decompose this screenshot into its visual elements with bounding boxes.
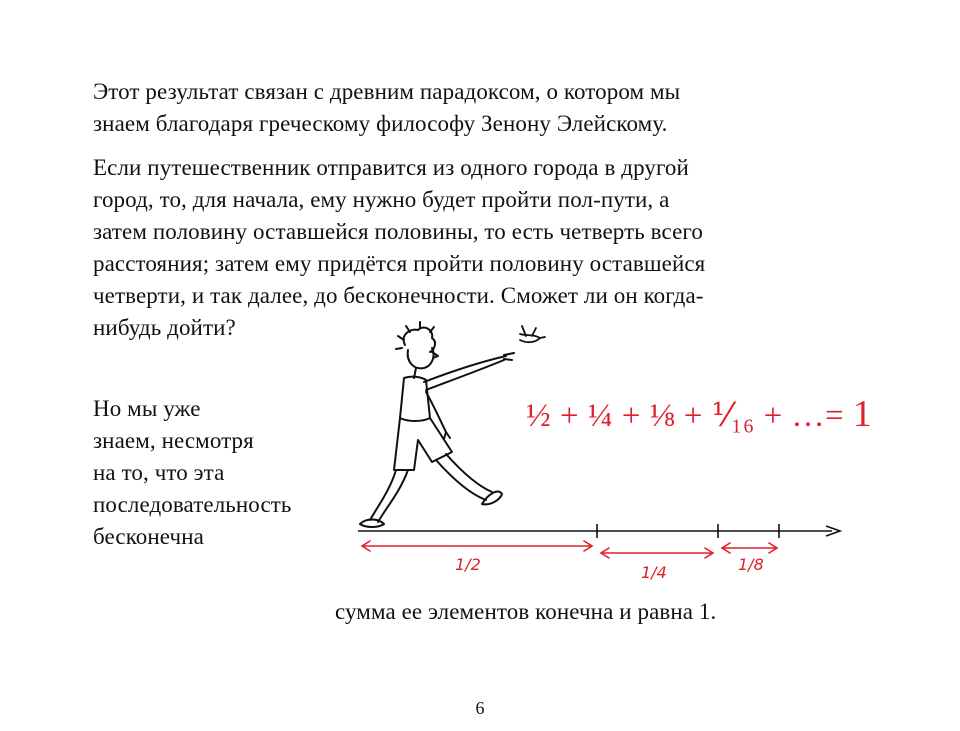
text-line: Этот результат связан с древним парадоксом, о котором мы	[93, 79, 681, 104]
number-line	[358, 524, 840, 538]
bird-drawing	[520, 326, 545, 342]
text-line: Если путешественник отправится из одного города в другой	[93, 155, 689, 180]
segment-label-half: 1/2	[455, 555, 481, 574]
segment-label-eighth: 1/8	[738, 555, 764, 574]
formula-result: 1	[852, 393, 873, 435]
segment-quarter-arrow	[601, 548, 713, 558]
text-line: знаем благодаря греческому философу Зенону Элейскому.	[93, 111, 668, 136]
segment-half-arrow	[362, 541, 592, 551]
text-line: город, то, для начала, ему нужно будет пройти пол-пути, а	[93, 187, 670, 212]
text-line: затем половину оставшейся половины, то есть четверть всего	[93, 219, 703, 244]
text-line: знаем, несмотря	[93, 428, 254, 453]
segment-arrows	[362, 541, 777, 558]
text-line: бесконечна	[93, 524, 204, 549]
segment-label-quarter: 1/4	[641, 563, 667, 582]
text-line: на то, что эта	[93, 460, 225, 485]
formula-terms: ½ + ¼ + ⅛ + ⅟₁₆ + …=	[526, 398, 845, 434]
paragraph-sum-finite: сумма ее элементов конечна и равна 1.	[335, 599, 717, 624]
text-line: нибудь дойти?	[93, 315, 236, 340]
text-line: последовательность	[93, 492, 292, 517]
page-number: 6	[475, 698, 485, 718]
text-line: расстояния; затем ему придётся пройти половину оставшейся	[93, 251, 706, 276]
text-line: Но мы уже	[93, 396, 201, 421]
text-line: четверти, и так далее, до бесконечности. Сможет ли он когда-	[93, 283, 704, 308]
walking-man-drawing	[360, 322, 514, 527]
segment-eighth-arrow	[722, 543, 777, 553]
